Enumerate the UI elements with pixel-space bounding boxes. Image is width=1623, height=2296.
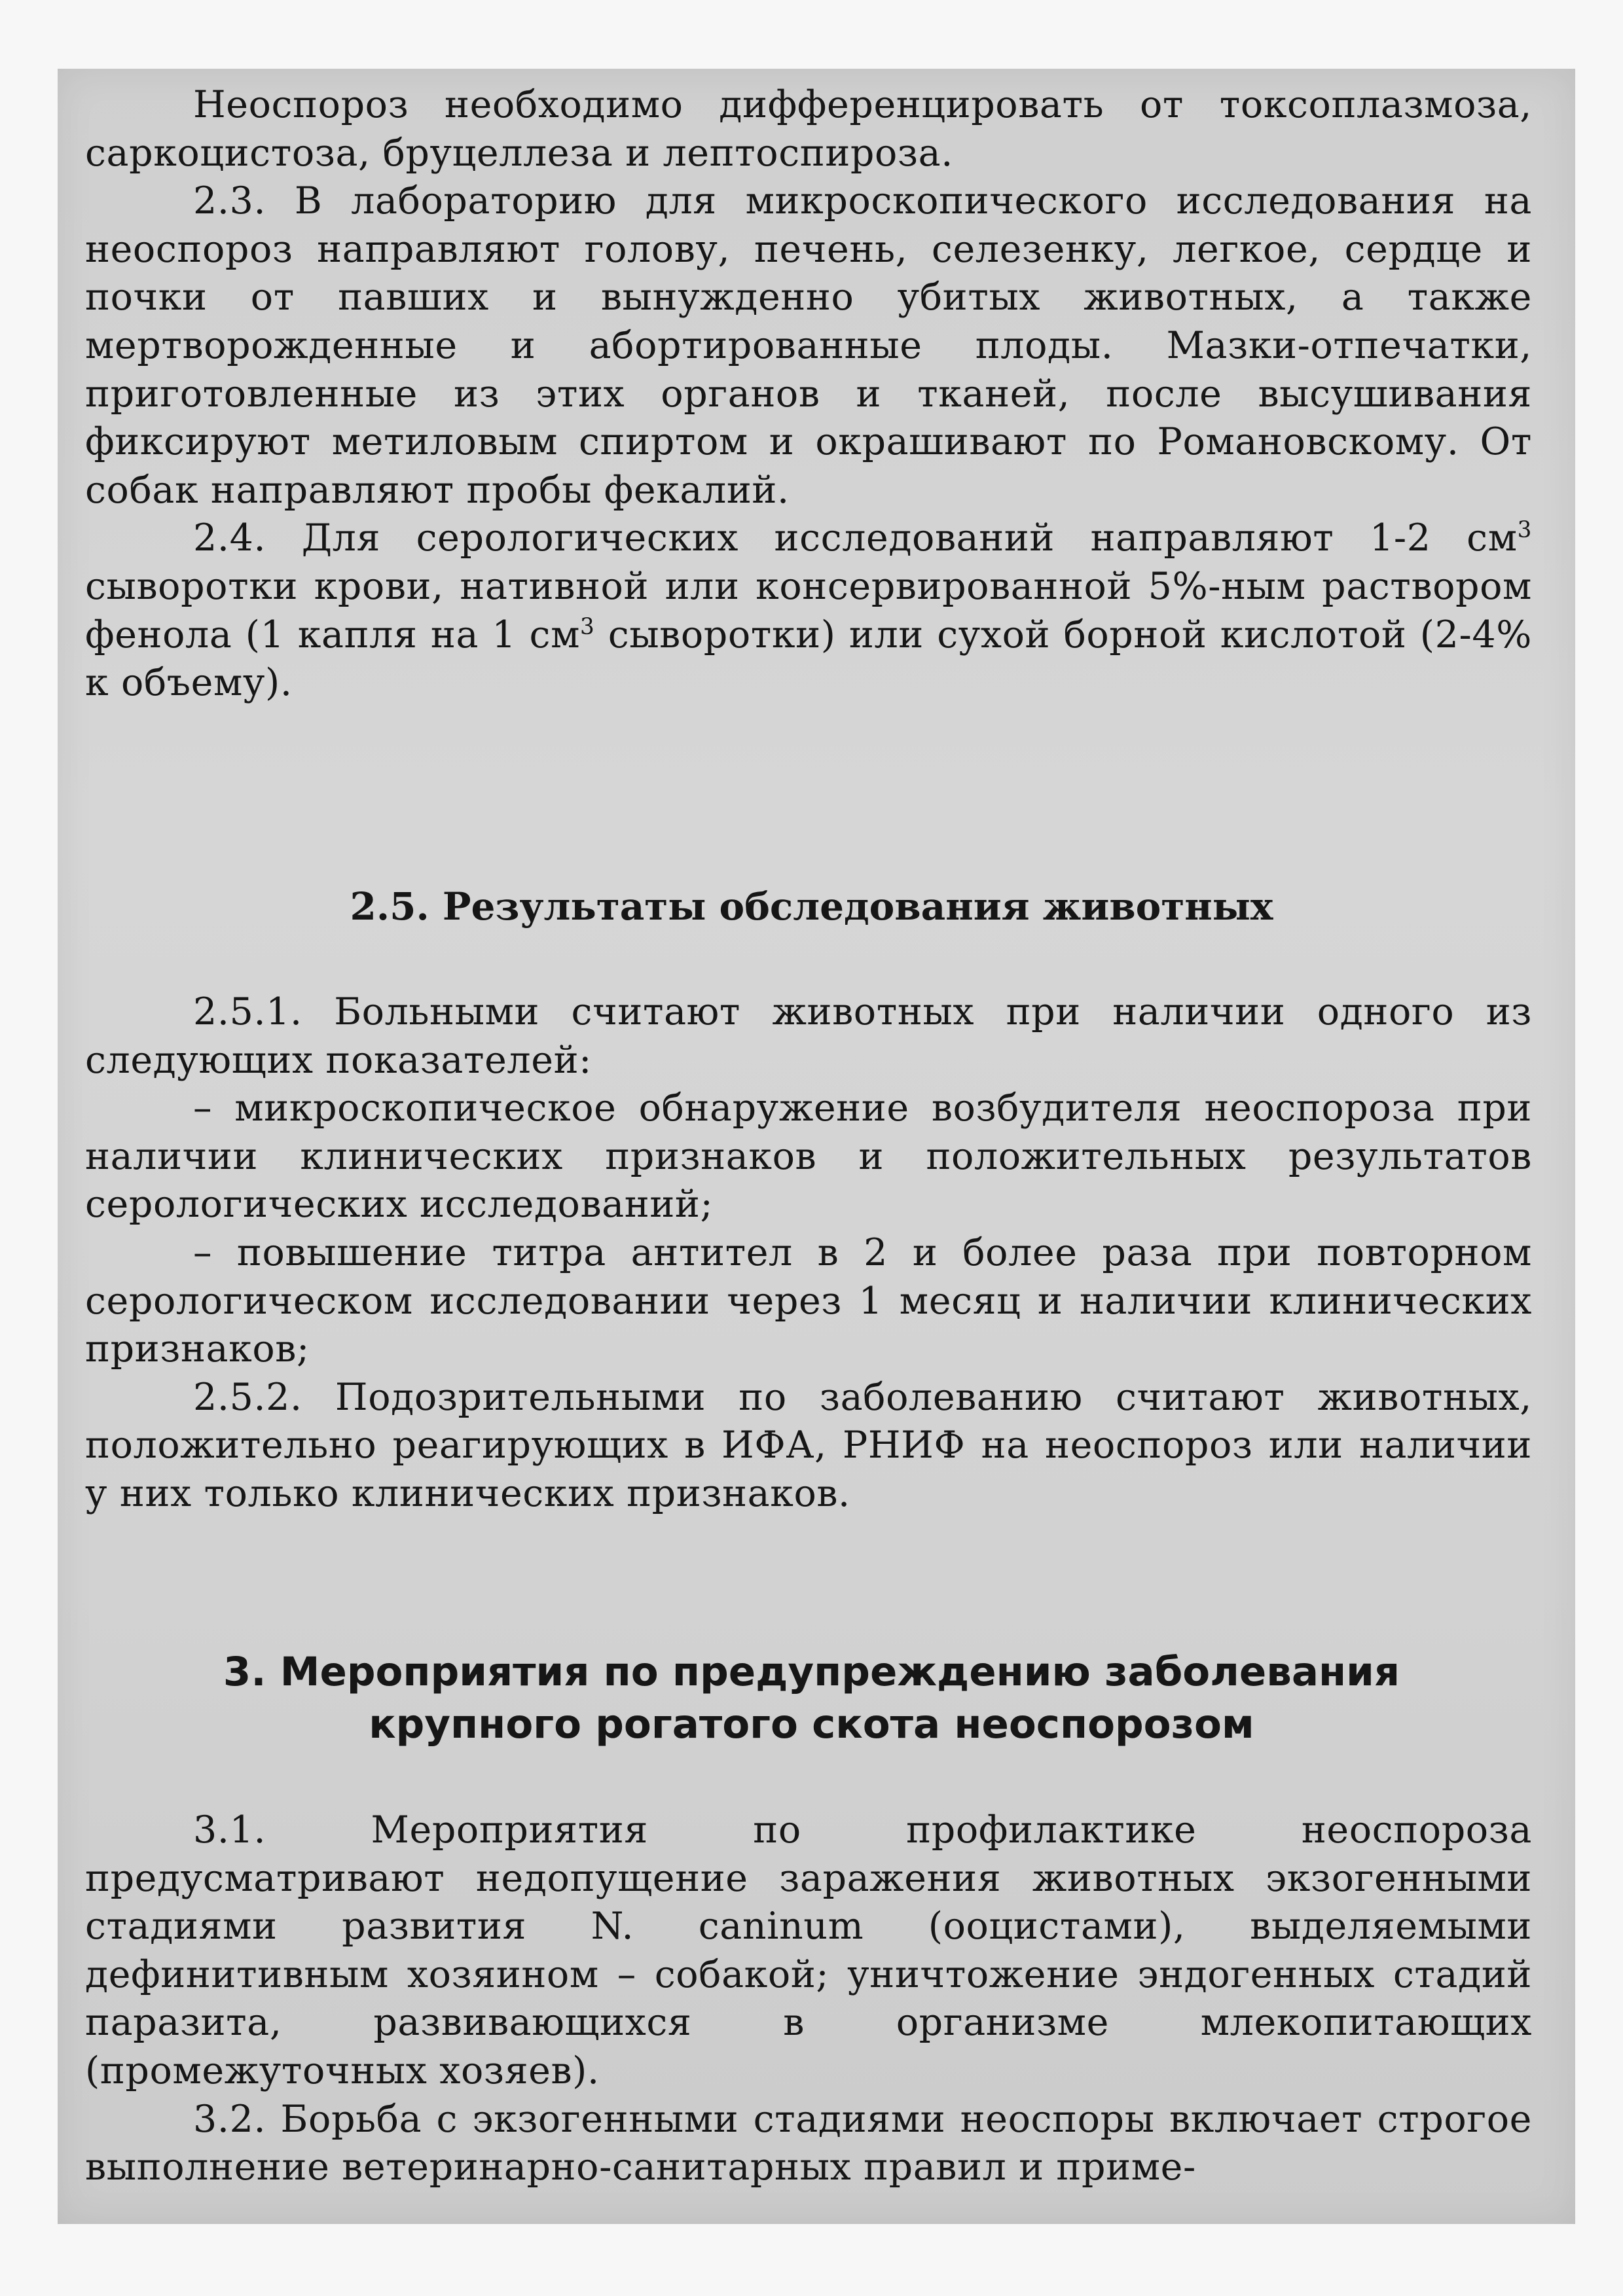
paragraph-2-4-part-b: сыворотки крови, нативной или консервированной 5%-ным раствором фенола (1 капля на 1 см: [85, 564, 1532, 656]
superscript-cm3-1: 3: [1517, 517, 1532, 544]
paragraph-criterion-microscopy: – микроскопическое обнаружение возбудителя неоспороза при наличии клинических признаков и положительных результатов серологических исследований;: [85, 1086, 1532, 1227]
paragraph-3-1: 3.1. Мероприятия по профилактике неоспороза предусматривают недопущение заражения животных экзогенными стадиями развития N. caninum (ооцистами), выделяемыми дефинитивным хозяином – собакой; уничтожение эндогенных стадий паразита, развивающихся в организме млекопитающих (промежуточных хозяев).: [85, 1808, 1532, 2092]
paragraph-2-4: [85, 514, 1532, 707]
paragraph-2-4-part-c: сыворотки) или сухой борной кислотой (2-4% к объему).: [85, 613, 1532, 705]
paragraph-differential-diagnosis: Неоспороз необходимо дифференцировать от токсоплазмоза, саркоцистоза, бруцеллеза и лептоспироза.: [85, 83, 1532, 175]
text-block-2: [85, 988, 1532, 1518]
chapter-title-line-1: 3. Мероприятия по предупреждению заболевания: [223, 1649, 1400, 1695]
paragraph-2-4-part-a: 2.4. Для серологических исследований направляют 1-2 см: [193, 516, 1518, 560]
text-block-1: [85, 81, 1532, 708]
paragraph-2-5-1: 2.5.1. Больными считают животных при наличии одного из следующих показателей:: [85, 990, 1532, 1082]
paragraph-3-2: 3.2. Борьба с экзогенными стадиями неоспоры включает строгое выполнение ветеринарно-санитарных правил и приме-: [85, 2097, 1532, 2189]
superscript-cm3-2: 3: [580, 613, 595, 640]
paragraph-criterion-titer: – повышение титра антител в 2 и более раза при повторном серологическом исследовании через 1 месяц и наличии клинических признаков;: [85, 1230, 1532, 1371]
text-block-3: [85, 1806, 1532, 2192]
section-title-2-5: 2.5. Результаты обследования животных: [350, 884, 1273, 929]
paragraph-2-5-2: 2.5.2. Подозрительными по заболеванию считают животных, положительно реагирующих в ИФА, РНИФ на неоспороз или наличии у них только клинических признаков.: [85, 1375, 1532, 1515]
chapter-title-3: [0, 1646, 1623, 1751]
chapter-title-line-2: крупного рогатого скота неоспорозом: [369, 1701, 1254, 1748]
paragraph-2-3: 2.3. В лабораторию для микроскопического исследования на неоспороз направляют голову, печень, селезенку, легкое, сердце и почки от павших и вынужденно убитых животных, а также мертворожденные и абортированные плоды. Мазки-отпечатки, приготовленные из этих органов и тканей, после высушивания фиксируют метиловым спиртом и окрашивают по Романовскому. От собак направляют пробы фекалий.: [85, 179, 1532, 512]
